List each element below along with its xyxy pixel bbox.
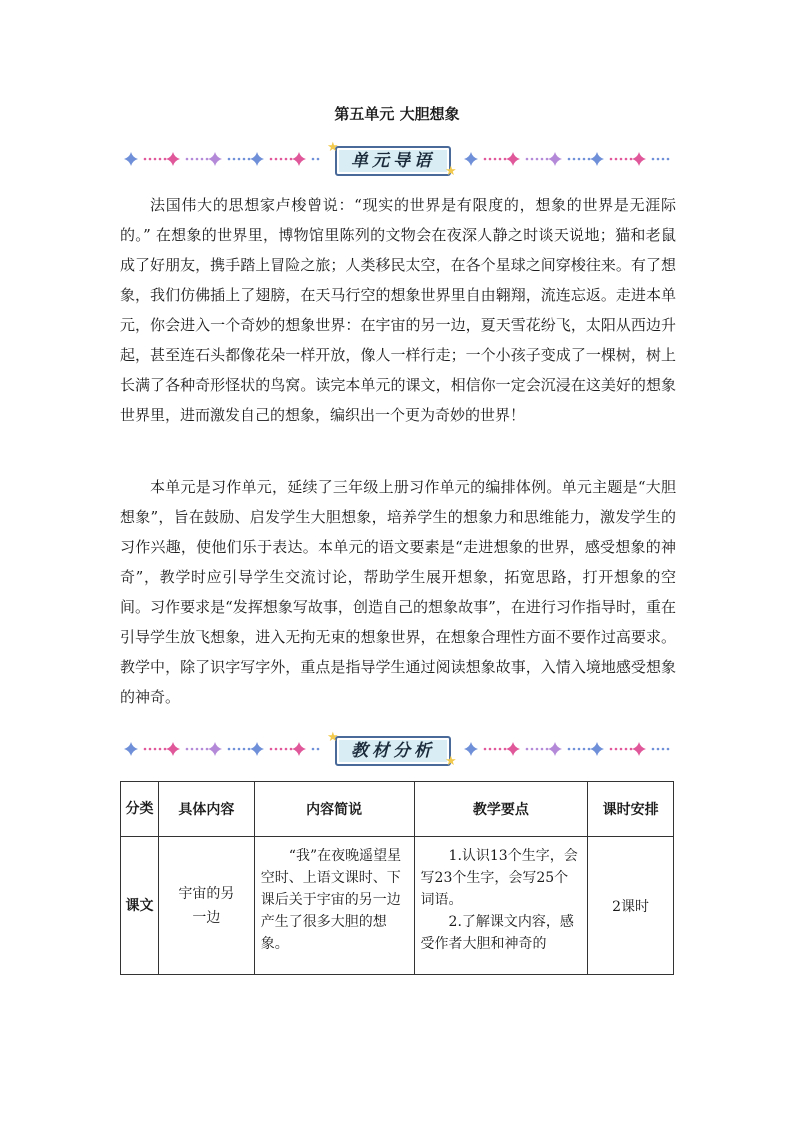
dot-icon <box>573 748 576 751</box>
sparkle-icon <box>166 742 180 756</box>
dot-icon <box>588 748 591 751</box>
dot-icon <box>504 748 507 751</box>
star-icon: ★ <box>327 730 339 745</box>
dot-icon <box>285 158 288 161</box>
dot-icon <box>499 158 502 161</box>
dot-icon <box>149 748 152 751</box>
dot-icon <box>578 158 581 161</box>
dot-icon <box>290 748 293 751</box>
sparkle-icon <box>548 742 562 756</box>
dot-icon <box>164 158 167 161</box>
textbook-analysis-table <box>120 781 674 975</box>
dot-icon <box>275 748 278 751</box>
dot-icon <box>317 158 320 161</box>
dot-icon <box>526 158 529 161</box>
dot-icon <box>201 748 204 751</box>
dot-icon <box>546 158 549 161</box>
dot-icon <box>196 748 199 751</box>
dot-icon <box>159 158 162 161</box>
dot-icon <box>280 748 283 751</box>
sparkle-icon <box>590 152 604 166</box>
dot-icon <box>233 158 236 161</box>
dot-icon <box>625 158 628 161</box>
row-hours: 2课时 <box>588 837 674 975</box>
sparkle-icon <box>166 152 180 166</box>
dot-icon <box>536 748 539 751</box>
dot-icon <box>159 748 162 751</box>
sparkle-icon <box>590 742 604 756</box>
sparkle-icon <box>632 742 646 756</box>
dot-icon <box>149 158 152 161</box>
dot-icon <box>228 158 231 161</box>
dot-icon <box>270 748 273 751</box>
dot-icon <box>536 158 539 161</box>
dot-icon <box>625 748 628 751</box>
dot-icon <box>317 748 320 751</box>
sparkle-icon <box>250 152 264 166</box>
dot-icon <box>248 158 251 161</box>
dot-icon <box>275 158 278 161</box>
sparkle-icon <box>292 152 306 166</box>
dot-icon <box>610 158 613 161</box>
dot-icon <box>270 158 273 161</box>
row-key-points: 1.认识13个生字，会写23个生字，会写25个词语。 2.了解课文内容，感受作者大胆和神奇的 <box>414 837 588 975</box>
dot-icon <box>494 158 497 161</box>
dot-icon <box>615 158 618 161</box>
dot-icon <box>531 748 534 751</box>
dot-icon <box>578 748 581 751</box>
dot-icon <box>243 158 246 161</box>
row-summary: “我”在夜晚遥望星空时、上语文课时、下课后关于宇宙的另一边产生了很多大胆的想象。 <box>254 837 414 975</box>
dot-icon <box>499 748 502 751</box>
page-title: 第五单元 大胆想象 <box>334 105 460 123</box>
dot-icon <box>657 158 660 161</box>
dot-icon <box>196 158 199 161</box>
dot-icon <box>144 158 147 161</box>
dot-icon <box>186 748 189 751</box>
dot-icon <box>615 748 618 751</box>
sparkle-icon <box>208 742 222 756</box>
dot-icon <box>526 748 529 751</box>
dot-icon <box>285 748 288 751</box>
sparkle-icon <box>632 152 646 166</box>
dot-icon <box>504 158 507 161</box>
dot-icon <box>657 748 660 751</box>
dot-icon <box>583 158 586 161</box>
dot-icon <box>280 158 283 161</box>
row-content: 宇宙的另一边 <box>158 837 254 975</box>
dot-icon <box>620 748 623 751</box>
header-summary: 内容简说 <box>254 782 414 837</box>
section-banner-analysis <box>117 730 677 769</box>
dot-icon <box>494 748 497 751</box>
header-hours: 课时安排 <box>588 782 674 837</box>
dot-icon <box>541 158 544 161</box>
header-content: 具体内容 <box>158 782 254 837</box>
header-key-points: 教学要点 <box>414 782 588 837</box>
sparkle-icon <box>506 152 520 166</box>
dot-icon <box>164 748 167 751</box>
dot-icon <box>662 158 665 161</box>
dot-icon <box>228 748 231 751</box>
dot-icon <box>573 158 576 161</box>
dot-icon <box>588 158 591 161</box>
sparkle-icon <box>208 152 222 166</box>
star-icon: ★ <box>445 754 457 769</box>
dot-icon <box>312 158 315 161</box>
dot-icon <box>546 748 549 751</box>
dot-icon <box>489 748 492 751</box>
table-row <box>121 837 674 975</box>
dot-icon <box>238 748 241 751</box>
dot-icon <box>238 158 241 161</box>
sparkle-icon <box>124 742 138 756</box>
row-category: 课文 <box>121 837 159 975</box>
header-category: 分类 <box>121 782 159 837</box>
dot-icon <box>201 158 204 161</box>
dot-icon <box>662 748 665 751</box>
dot-icon <box>652 748 655 751</box>
sparkle-icon <box>292 742 306 756</box>
sparkle-icon <box>548 152 562 166</box>
dot-icon <box>620 158 623 161</box>
sparkle-icon <box>506 742 520 756</box>
dot-icon <box>154 158 157 161</box>
sparkle-icon <box>464 152 478 166</box>
dot-icon <box>186 158 189 161</box>
dot-icon <box>568 158 571 161</box>
dot-icon <box>290 158 293 161</box>
star-icon: ★ <box>445 164 457 179</box>
dot-icon <box>541 748 544 751</box>
intro-paragraph-2: 本单元是习作单元，延续了三年级上册习作单元的编排体例。单元主题是“大胆想象”，旨在鼓励、启发学生大胆想象，培养学生的想象力和思维能力，激发学生的习作兴趣，使他们乐于表达。本单元的语文要素是“走进想象的世界，感受想象的神奇”，教学时应引导学生交流讨论，帮助学生展开想象，拓宽思路，打开想象的空间。习作要求是“发挥想象写故事，创造自己的想象故事”，在进行习作指导时，重在引导学生放飞想象，进入无拘无束的想象世界，在想象合理性方面不要作过高要求。教学中，除了识字写字外，重点是指导学生通过阅读想象故事，入情入境地感受想象的神奇。 <box>120 478 676 706</box>
dot-icon <box>144 748 147 751</box>
sparkle-icon <box>124 152 138 166</box>
dot-icon <box>531 158 534 161</box>
sparkle-icon <box>464 742 478 756</box>
dot-icon <box>206 158 209 161</box>
dot-icon <box>667 748 670 751</box>
dot-icon <box>233 748 236 751</box>
section-banner-intro <box>117 140 677 179</box>
dot-icon <box>191 158 194 161</box>
dot-icon <box>191 748 194 751</box>
star-icon: ★ <box>327 140 339 155</box>
dot-icon <box>489 158 492 161</box>
dot-icon <box>206 748 209 751</box>
dot-icon <box>243 748 246 751</box>
dot-icon <box>610 748 613 751</box>
dot-icon <box>248 748 251 751</box>
dot-icon <box>630 748 633 751</box>
banner-label-analysis: 教材分析 <box>335 736 451 766</box>
dot-icon <box>484 748 487 751</box>
sparkle-icon <box>250 742 264 756</box>
banner-label-intro: 单元导语 <box>335 146 451 176</box>
dot-icon <box>583 748 586 751</box>
dot-icon <box>568 748 571 751</box>
dot-icon <box>154 748 157 751</box>
dot-icon <box>484 158 487 161</box>
dot-icon <box>312 748 315 751</box>
dot-icon <box>667 158 670 161</box>
table-header-row <box>121 782 674 837</box>
dot-icon <box>652 158 655 161</box>
dot-icon <box>630 158 633 161</box>
intro-paragraph-1: 法国伟大的思想家卢梭曾说：“现实的世界是有限度的，想象的世界是无涯际的。” 在想象的世界里，博物馆里陈列的文物会在夜深人静之时谈天说地；猫和老鼠成了好朋友，携手踏上冒险之旅；人类移民太空，在各个星球之间穿梭往来。有了想象，我们仿佛插上了翅膀，在天马行空的想象世界里自由翱翔，流连忘返。走进本单元，你会进入一个奇妙的想象世界：在宇宙的另一边，夏天雪花纷飞，太阳从西边升起，甚至连石头都像花朵一样开放，像人一样行走；一个小孩子变成了一棵树，树上长满了各种奇形怪状的鸟窝。读完本单元的课文，相信你一定会沉浸在这美好的想象世界里，进而激发自己的想象，编织出一个更为奇妙的世界！ <box>120 196 676 424</box>
